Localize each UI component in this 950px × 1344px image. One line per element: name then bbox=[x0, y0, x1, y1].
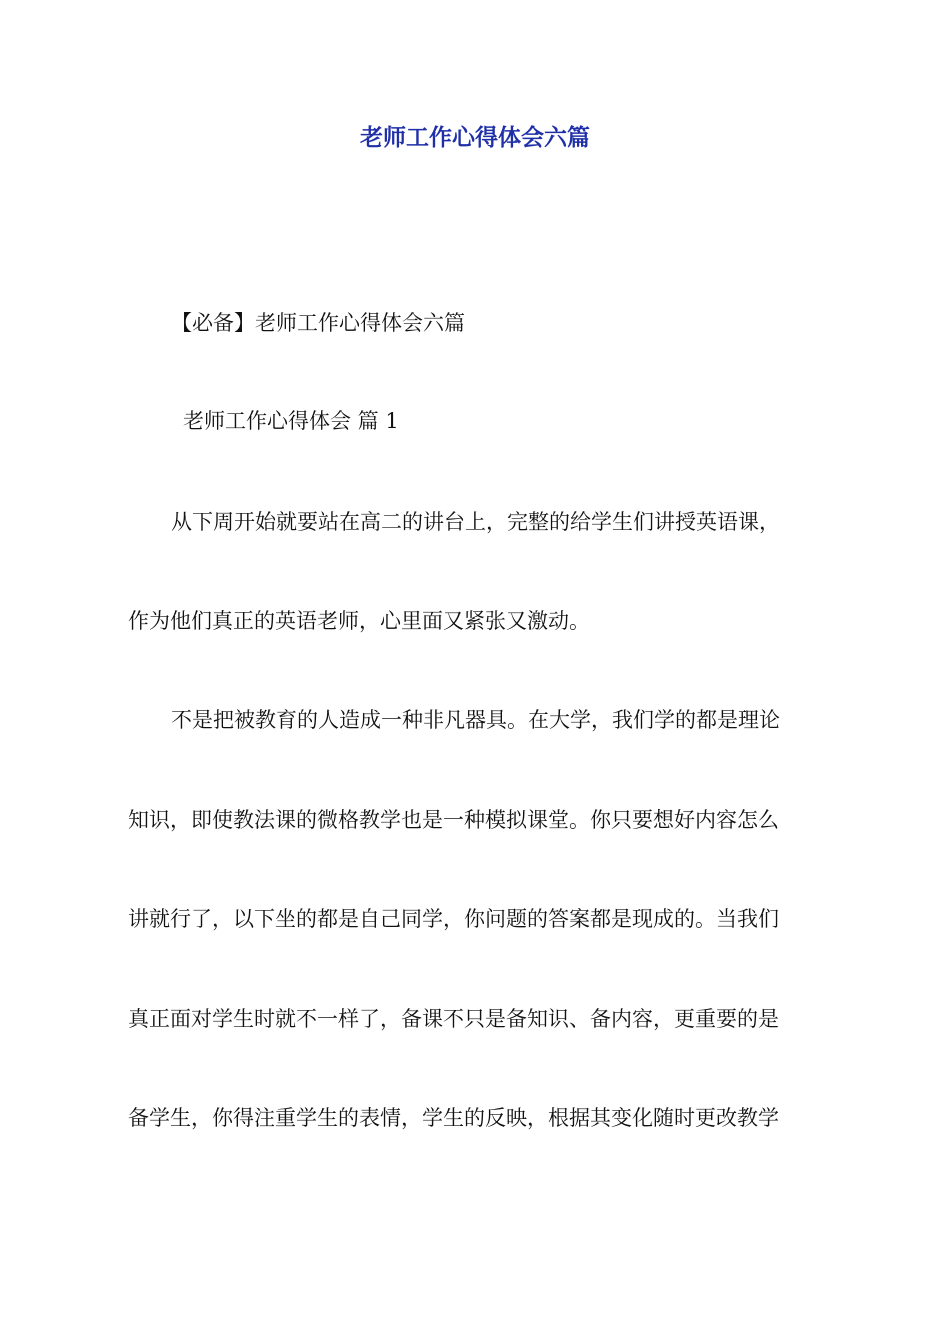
body-line: 从下周开始就要站在高二的讲台上，完整的给学生们讲授英语课， bbox=[171, 510, 780, 534]
body-line: 讲就行了，以下坐的都是自己同学，你问题的答案都是现成的。当我们 bbox=[128, 907, 779, 931]
body-line: 备学生，你得注重学生的表情，学生的反映，根据其变化随时更改教学 bbox=[128, 1106, 779, 1130]
body-line: 作为他们真正的英语老师，心里面又紧张又激动。 bbox=[128, 609, 590, 633]
section-heading: 老师工作心得体会 篇 1 bbox=[183, 409, 399, 433]
body-line: 不是把被教育的人造成一种非凡器具。在大学，我们学的都是理论 bbox=[171, 708, 780, 732]
body-line: 真正面对学生时就不一样了，备课不只是备知识、备内容，更重要的是 bbox=[128, 1007, 779, 1031]
body-line: 知识，即使教法课的微格教学也是一种模拟课堂。你只要想好内容怎么 bbox=[128, 808, 779, 832]
document-subtitle: 【必备】老师工作心得体会六篇 bbox=[171, 311, 465, 335]
document-title: 老师工作心得体会六篇 bbox=[360, 125, 590, 151]
